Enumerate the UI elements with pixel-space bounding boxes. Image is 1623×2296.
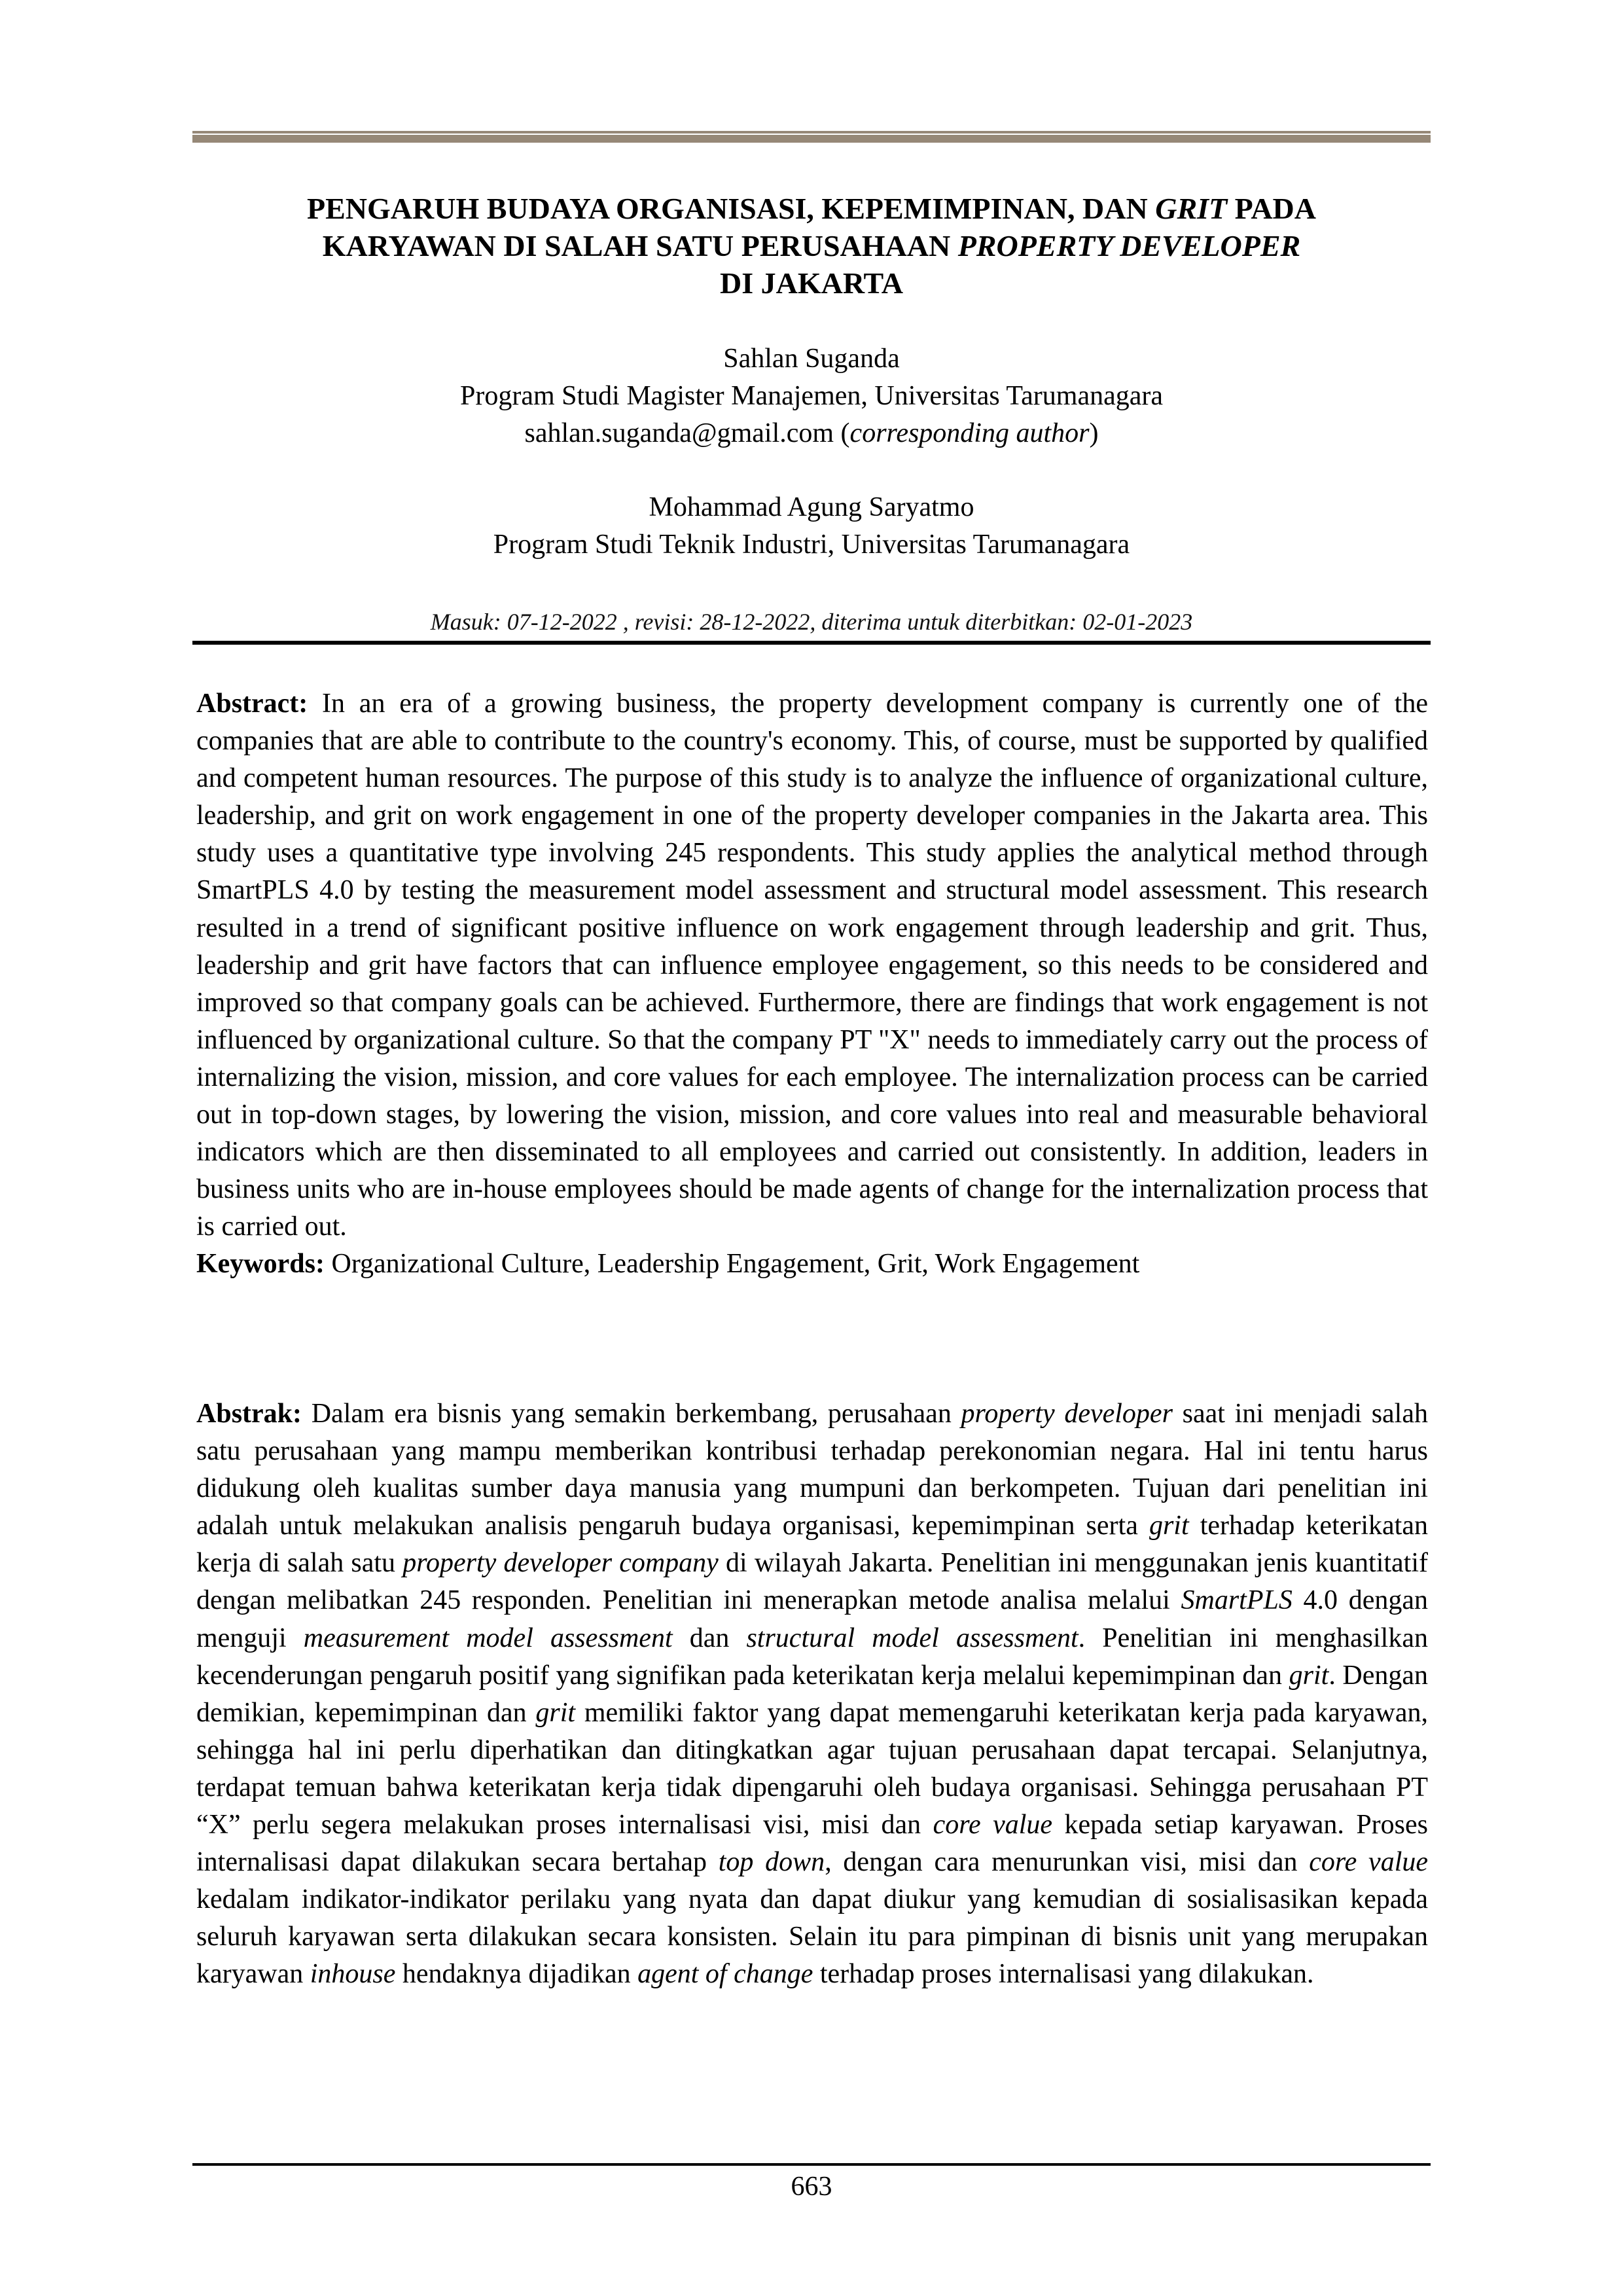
abstrak-text [196, 1399, 1428, 1989]
abstrak-text-segment: memiliki faktor yang dapat memengaruhi keterikatan kerja pada karyawan, sehingga hal ini perlu diperhatikan dan ditingkatkan agar tujuan perusahaan dapat tercapai. Selanjutnya, terdapat temuan bahwa keterikatan kerja tidak dipengaruhi oleh budaya organisasi. Sehingga perusahaan PT “X” perlu segera melakukan proses internalisasi visi, misi dan [196, 1697, 1428, 1840]
abstrak-italic-term: measurement model assessment [303, 1623, 673, 1653]
author-affiliation: Program Studi Teknik Industri, Universitas Tarumanagara [493, 529, 1130, 560]
title-line-1: PENGARUH BUDAYA ORGANISASI, KEPEMIMPINAN, DAN GRIT PADA [307, 192, 1316, 225]
abstract-label: Abstract: [196, 689, 308, 719]
keywords-text: Organizational Culture, Leadership Engagement, Grit, Work Engagement [324, 1249, 1140, 1280]
abstrak-italic-term: grit [535, 1697, 576, 1728]
submission-dates: Masuk: 07-12-2022 , revisi: 28-12-2022, diterima untuk diterbitkan: 02-01-2023 [430, 609, 1193, 635]
abstrak-italic-term: property developer company [402, 1548, 719, 1579]
abstrak-italic-term: structural model assessment [746, 1623, 1079, 1653]
abstrak-text-segment: kedalam indikator-indikator perilaku yang nyata dan dapat diukur yang kemudian di sosialisasikan kepada seluruh karyawan serta dilakukan secara konsisten. Selain itu para pimpinan di bisnis unit yang merupakan karyawan [196, 1884, 1428, 1990]
page-number: 663 [791, 2172, 832, 2202]
author-block-2 [192, 489, 1431, 564]
abstrak-text-segment: , dengan cara menurunkan visi, misi dan [825, 1847, 1310, 1878]
abstract-english [196, 685, 1428, 1283]
abstrak-italic-term: top down [718, 1847, 825, 1878]
corresponding-author-note: corresponding author [849, 418, 1090, 448]
abstrak-italic-term: core value [933, 1810, 1053, 1840]
abstrak-italic-term: agent of change [637, 1959, 813, 1990]
abstrak-italic-term: core value [1309, 1847, 1429, 1878]
abstract-indonesian [196, 1395, 1428, 1994]
author-name: Mohammad Agung Saryatmo [649, 492, 974, 522]
abstrak-text-segment: di wilayah Jakarta. Penelitian ini menggunakan jenis kuantitatif dengan melibatkan 245 responden. Penelitian ini menerapkan metode analisa melalui [196, 1548, 1429, 1616]
abstrak-text-segment: 4.0 dengan menguji [196, 1585, 1428, 1653]
footer-rule [192, 2163, 1431, 2166]
title-italic-property-developer: PROPERTY DEVELOPER [957, 229, 1301, 262]
abstrak-italic-term: grit [1149, 1511, 1189, 1541]
abstract-text: In an era of a growing business, the property development company is currently one of the companies that are able to contribute to the country's economy. This, of course, must be supported by qualified and competent human resources. The purpose of this study is to analyze the influence of organizational culture, leadership, and grit on work engagement in one of the property developer companies in the Jakarta area. This study uses a quantitative type involving 245 respondents. This study applies the analytical method through SmartPLS 4.0 by testing the measurement model assessment and structural model assessment. This research resulted in a trend of significant positive influence on work engagement through leadership and grit. Thus, leadership and grit have factors that can influence employee engagement, so this needs to be considered and improved so that company goals can be achieved. Furthermore, there are findings that work engagement is not influenced by organizational culture. So that the company PT "X" needs to immediately carry out the process of internalizing the vision, mission, and core values for each employee. The internalization process can be carried out in top-down stages, by lowering the vision, mission, and core values into real and measurable behavioral indicators which are then disseminated to all employees and carried out consistently. In addition, leaders in business units who are in-house employees should be made agents of change for the internalization process that is carried out. [196, 689, 1428, 1242]
abstrak-italic-term: inhouse [310, 1959, 396, 1990]
abstrak-text-segment: kepada setiap karyawan. Proses internalisasi dapat dilakukan secara bertahap [196, 1810, 1428, 1878]
author-name: Sahlan Suganda [723, 344, 900, 374]
abstrak-text-segment: Dalam era bisnis yang semakin berkembang, perusahaan [302, 1399, 961, 1429]
abstrak-text-segment: . Dengan demikian, kepemimpinan dan [196, 1660, 1428, 1728]
abstrak-text-segment: hendaknya dijadikan [395, 1959, 638, 1990]
abstrak-text-segment: . Penelitian ini menghasilkan kecenderungan pengaruh positif yang signifikan pada keterikatan kerja melalui kepemimpinan dan [196, 1623, 1428, 1691]
abstrak-italic-term: SmartPLS [1181, 1585, 1293, 1616]
abstrak-text-segment: dan [672, 1623, 747, 1653]
author-email[interactable]: sahlan.suganda@gmail.com [524, 418, 834, 448]
title-line-3: DI JAKARTA [720, 266, 903, 300]
abstrak-label: Abstrak: [196, 1399, 302, 1429]
author-email-line: sahlan.suganda@gmail.com (corresponding author) [524, 418, 1099, 448]
abstract-english-body [196, 685, 1428, 1246]
paper-title [192, 190, 1431, 302]
header-rule-thick [192, 135, 1431, 143]
keywords-label: Keywords: [196, 1249, 325, 1280]
abstrak-text-segment: saat ini menjadi salah satu perusahaan yang mampu memberikan kontribusi terhadap perekonomian negara. Hal ini tentu harus didukung oleh kualitas sumber daya manusia yang mumpuni dan berkompeten. Tujuan dari penelitian ini adalah untuk melakukan analisis pengaruh budaya organisasi, kepemimpinan serta [196, 1399, 1428, 1541]
keywords-line [196, 1246, 1428, 1283]
dates-rule [192, 641, 1431, 645]
header-rule-thin [192, 131, 1431, 134]
author-affiliation: Program Studi Magister Manajemen, Universitas Tarumanagara [460, 381, 1163, 411]
abstrak-text-segment: terhadap proses internalisasi yang dilakukan. [813, 1959, 1314, 1990]
title-line-2: KARYAWAN DI SALAH SATU PERUSAHAAN PROPERTY DEVELOPER [322, 229, 1301, 262]
abstrak-text-segment: terhadap keterikatan kerja di salah satu [196, 1511, 1428, 1579]
abstrak-italic-term: property developer [961, 1399, 1173, 1429]
abstrak-italic-term: grit [1289, 1660, 1329, 1691]
author-block-1 [192, 340, 1431, 452]
title-italic-grit: GRIT [1155, 192, 1228, 225]
